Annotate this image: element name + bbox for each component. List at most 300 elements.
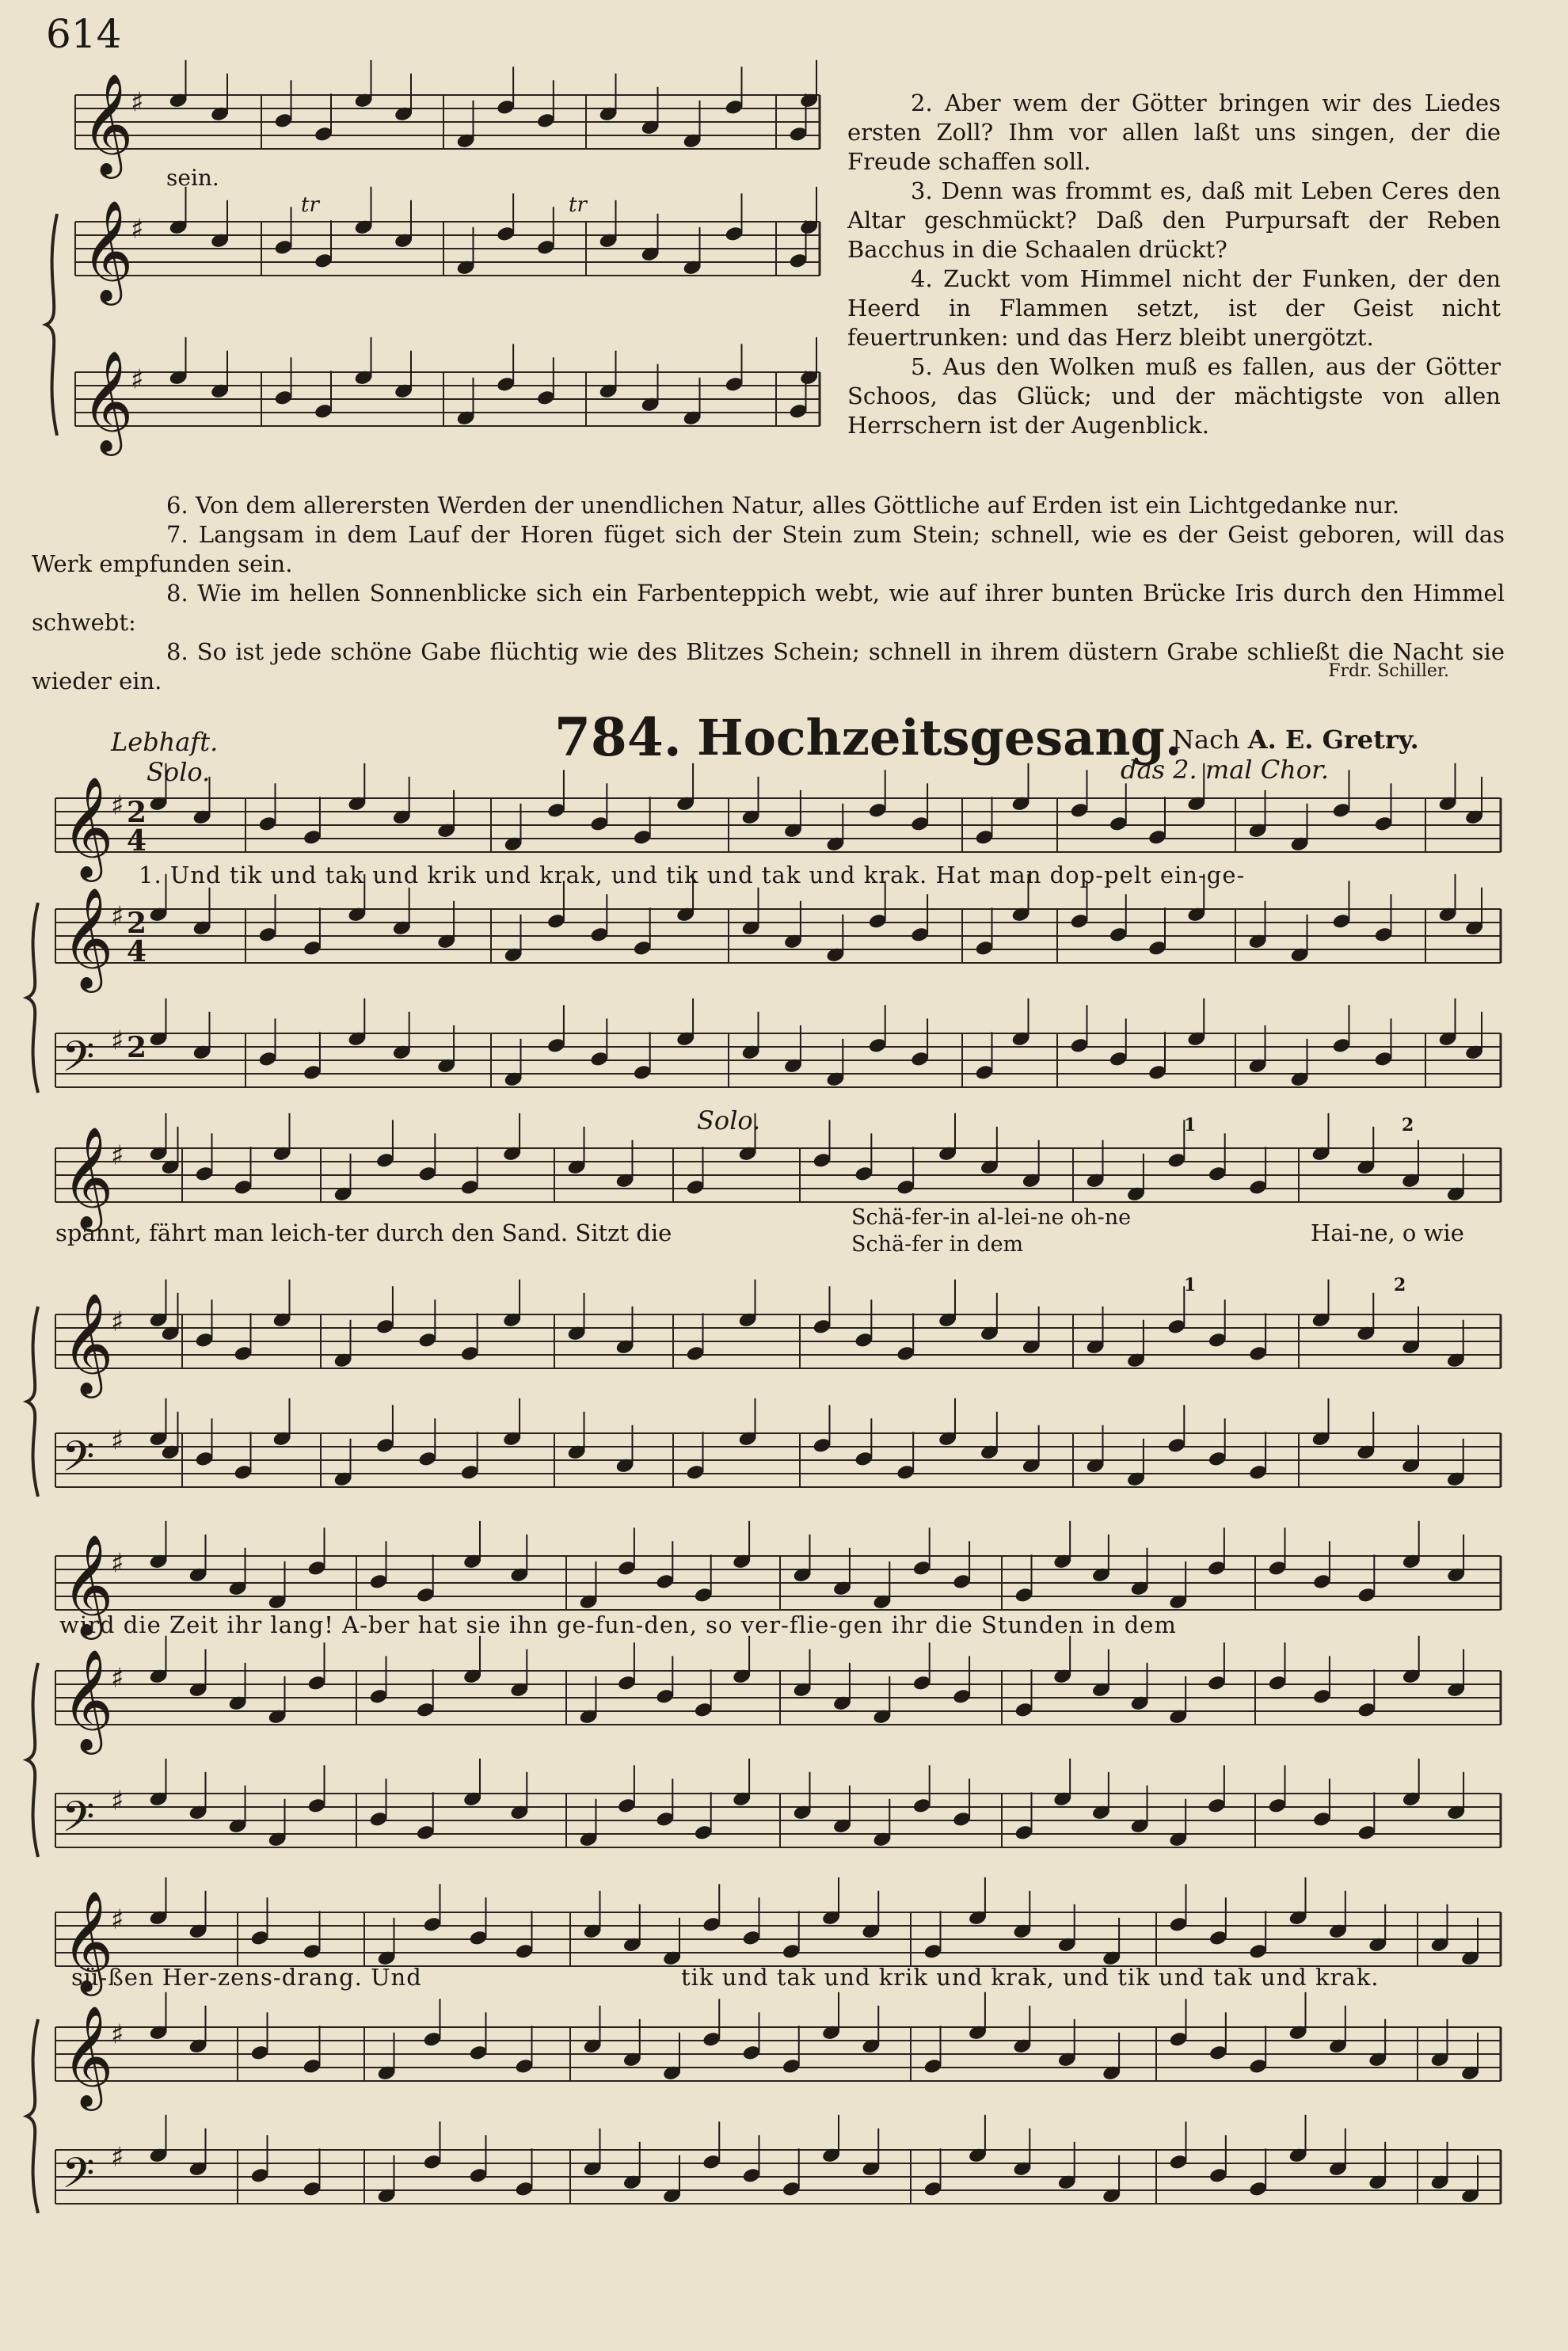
note-stem [284,1799,286,1839]
note-stem [250,1147,252,1187]
note-stem [485,2012,487,2052]
note-stem [1118,1918,1120,1958]
note-stem [954,1280,956,1320]
sharp-sign: ♯ [111,1547,124,1580]
note-stem [1329,1656,1330,1696]
note-stem [889,1562,890,1602]
note-stem [177,1293,179,1333]
note-stem [1418,1425,1419,1466]
note-stem [1028,999,1029,1039]
note-stem [410,200,412,241]
note-stem [759,2012,760,2052]
note-stem [1463,1439,1464,1479]
note-stem [473,101,474,141]
note-stem [166,1398,167,1439]
note-stem [877,2006,879,2046]
note-stem [929,1765,931,1805]
note-stem [809,1535,811,1575]
sharp-sign: ♯ [111,1306,124,1338]
note-stem [330,220,332,261]
bass-clef: 𝄢 [62,1033,95,1092]
page-number: 614 [46,11,122,57]
note-stem [211,1299,213,1340]
note-stem [477,1147,478,1187]
note-stem [798,2148,800,2189]
stanza: 7. Langsam in dem Lauf der Horen füget sich der Stein zum Stein; schnell, wie es der Geist geboren, will das Werk empfunden sein. [32,521,1505,577]
note-stem [849,1663,851,1703]
note-stem [969,1778,970,1819]
note-stem [1164,1032,1166,1072]
note-stem [226,74,228,114]
note-stem [330,371,332,411]
note-stem [211,1133,213,1174]
note-stem [432,1792,434,1832]
note-stem [363,763,365,804]
note-stem [842,1039,843,1079]
note-stem [912,1147,914,1187]
tempo: Lebhaft. [111,727,219,757]
note-stem [657,214,659,254]
note-stem [330,93,332,134]
note-stem [1481,777,1482,817]
bass-clef: 𝄢 [62,2149,95,2208]
note-stem [634,1527,635,1568]
note-stem [718,1999,720,2039]
note-stem [553,357,554,398]
time-signature-top: 2 [127,907,147,940]
note-stem [284,1562,286,1602]
note-stem [672,1656,673,1696]
note-stem [1224,1418,1226,1459]
note-stem [758,777,759,817]
note-stem [519,1398,520,1439]
time-signature-top: 2 [127,1031,147,1064]
note-stem [927,1018,928,1059]
note-stem [432,1669,434,1710]
note-stem [692,763,694,804]
note-stem [649,907,651,948]
note-stem [1031,1554,1033,1595]
note-stem [741,344,743,384]
note-stem [829,1120,831,1160]
note-stem [838,1992,839,2033]
note-stem [632,1307,634,1347]
note-stem [363,999,365,1039]
note-stem [718,1884,720,1924]
note-stem [599,1891,601,1931]
note-stem [748,1636,750,1676]
note-stem [759,1897,760,1938]
note-stem [267,2135,268,2175]
note-stem [1143,1439,1144,1479]
treble-clef: 𝄞 [82,73,134,175]
note-stem [386,1656,387,1696]
note-stem [699,227,701,268]
note-stem [969,1656,970,1696]
note-stem [1391,894,1392,934]
note-stem [710,1669,712,1710]
note-stem [166,1992,167,2033]
note-stem [1265,1147,1266,1187]
note-stem [1463,1154,1464,1194]
note-stem [1118,2033,1120,2073]
note-stem [324,1765,325,1805]
note-stem [996,1412,998,1452]
note-stem [520,1039,522,1079]
note-stem [432,1554,434,1595]
note-stem [319,797,321,837]
note-stem [531,1911,533,1951]
note-stem [291,357,292,398]
note-stem [453,790,455,831]
note-stem [940,1911,942,1951]
note-stem [440,1884,441,1924]
note-stem [1074,1904,1075,1945]
note-stem [1265,2148,1266,2189]
note-stem [838,1877,839,1918]
song-number: 784. [554,706,682,768]
sharp-sign: ♯ [111,1904,124,1936]
sharp-sign: ♯ [111,1785,124,1817]
sharp-sign: ♯ [111,900,124,933]
note-stem [1225,2135,1227,2175]
treble-clef: 𝄞 [62,1292,114,1394]
stanza: 2. Aber wem der Götter bringen wir des Liedes ersten Zoll? Ihm vor allen laßt uns singen, der die Freude schaffen soll. [847,89,1501,175]
note-stem [1329,1778,1330,1819]
note-stem [1186,1884,1187,1924]
note-stem [1373,1669,1375,1710]
note-stem [1147,1663,1148,1703]
note-stem [350,1320,352,1360]
note-stem [526,1649,527,1690]
note-stem [984,2115,986,2155]
note-stem [991,1032,993,1072]
system-brace [27,903,38,1093]
note-stem [1225,1897,1227,1938]
sharp-sign: ♯ [111,789,124,822]
note-stem [1108,1649,1109,1690]
note-stem [639,2019,641,2060]
note-stem [512,193,514,234]
note-stem [1463,1320,1464,1360]
note-stem [291,80,292,120]
poem-stanzas-right [847,89,1501,440]
note-stem [877,2128,879,2169]
note-stem [267,1897,268,1938]
lyric-line: 1. Und tik und tak und krik und krak, und tik und tak und krak. Hat man dop-pelt ein-ge- [139,862,1246,888]
note-stem [634,1642,635,1683]
note-stem [1224,1299,1226,1340]
note-stem [386,1541,387,1581]
note-stem [1305,1992,1307,2033]
note-stem [1087,1005,1088,1045]
note-stem [245,1548,246,1588]
note-stem [1185,1676,1186,1717]
note-stem [702,1147,704,1187]
note-stem [371,187,372,227]
sharp-sign: ♯ [111,1139,124,1172]
note-stem [479,1636,481,1676]
note-stem [584,1412,585,1452]
note-stem [394,1918,395,1958]
note-stem [520,804,522,844]
solo-marking: Solo. [147,757,211,787]
note-stem [319,1911,321,1951]
note-stem [829,1286,831,1326]
note-stem [877,1891,879,1931]
volta-1: 1 [1184,1115,1197,1136]
note-stem [409,1012,410,1052]
note-stem [1384,2019,1386,2060]
note-stem [1477,2033,1479,2073]
note-stem [954,1113,956,1154]
note-stem [849,1548,851,1588]
note-stem [319,907,321,948]
note-stem [755,1280,756,1320]
note-stem [748,1759,750,1799]
note-stem [1305,2115,1307,2155]
note-stem [324,1527,325,1568]
note-stem [319,2026,321,2066]
note-stem [870,1133,872,1174]
note-stem [816,337,817,378]
bass-clef: 𝄢 [62,1432,95,1492]
note-stem [209,1012,211,1052]
note-stem [800,1025,801,1066]
note-stem [1069,1636,1071,1676]
note-stem [289,1113,291,1154]
note-stem [1447,2142,1448,2182]
note-stem [392,1120,394,1160]
note-stem [842,915,843,955]
solo-marking: Solo. [697,1105,761,1136]
note-stem [1074,2142,1075,2182]
poem-attribution: Frdr. Schiller. [1328,661,1449,681]
note-stem [394,2033,395,2073]
note-stem [1265,1432,1266,1472]
note-stem [615,74,617,114]
note-stem [710,1792,712,1832]
note-stem [211,1418,213,1459]
note-stem [1477,1918,1479,1958]
note-stem [842,804,843,844]
treble-clef: 𝄞 [82,350,134,452]
note-stem [996,1293,998,1333]
note-stem [1143,1320,1144,1360]
note-stem [657,364,659,405]
note-stem [166,1280,167,1320]
system-brace [27,1663,38,1857]
sharp-sign: ♯ [111,1025,124,1057]
note-stem [1038,1140,1040,1181]
note-stem [1345,2006,1346,2046]
sharp-sign: ♯ [111,1662,124,1695]
note-stem [1384,1904,1386,1945]
note-stem [1028,763,1029,804]
note-stem [632,1140,634,1181]
note-stem [615,351,617,391]
note-stem [1328,1113,1330,1154]
note-stem [1185,1562,1186,1602]
note-stem [324,1642,325,1683]
note-stem [410,74,412,114]
note-stem [185,187,187,227]
note-stem [473,378,474,418]
note-stem [672,1778,673,1819]
note-stem [166,1636,167,1676]
note-stem [205,1535,207,1575]
note-stem [371,337,372,378]
sharp-sign: ♯ [131,213,144,245]
composer-credit [1121,725,1419,785]
note-stem [1108,1535,1109,1575]
note-stem [1224,1642,1225,1683]
note-stem [649,797,651,837]
note-stem [526,1772,527,1813]
note-stem [849,1786,851,1826]
note-stem [512,67,514,107]
note-stem [1307,1039,1308,1079]
note-stem [289,1398,291,1439]
note-stem [409,777,410,817]
note-stem [1186,1999,1187,2039]
stanza: 4. Zuckt vom Himmel nicht der Funken, der den Heerd in Flammen setzt, ist der Geist nicht feuertrunken: und das Herz bleibt unergötzt. [847,265,1501,351]
note-stem [485,2135,487,2175]
lyric-line: Hai-ne, o wie [1311,1219,1464,1246]
lyric-line: sü-ßen Her-zens-drang. Und [71,1964,422,1991]
note-stem [741,193,743,234]
note-stem [1373,1792,1375,1832]
note-stem [245,1786,246,1826]
note-stem [940,2026,942,2066]
note-stem [350,1439,352,1479]
note-stem [1391,783,1392,824]
stanza: 6. Von dem allerersten Werden der unendlichen Natur, alles Göttliche auf Erden ist ein Lichtgedanke nur. [166,492,1400,519]
note-stem [1203,999,1205,1039]
note-stem [177,1412,179,1452]
note-stem [1185,1799,1186,1839]
note-stem [800,901,801,942]
lyric-line: spannt, fährt man leich-ter durch den Sand. Sitzt die [55,1219,672,1246]
note-stem [798,1911,800,1951]
system-brace [27,2019,38,2213]
note-stem [929,1642,931,1683]
note-stem [1031,1669,1033,1710]
note-stem [250,1313,252,1353]
trill-mark: tr [569,193,587,217]
note-stem [829,1405,831,1445]
note-stem [1265,2026,1266,2066]
note-stem [679,1918,680,1958]
treble-clef: 𝄞 [62,1649,114,1751]
note-stem [1147,1786,1148,1826]
note-stem [996,1127,998,1167]
note-stem [927,783,928,824]
note-stem [1305,1877,1307,1918]
lyric-top: sein. [166,165,219,191]
lyric-line: Schä-fer-in al-lei-ne oh-ne [851,1205,1132,1230]
note-stem [553,207,554,247]
note-stem [1031,1792,1033,1832]
volta-2: 2 [1402,1115,1414,1136]
note-stem [692,999,694,1039]
note-stem [485,1897,487,1938]
note-stem [434,1299,436,1340]
note-stem [606,1018,607,1059]
note-stem [940,2148,942,2189]
treble-clef: 𝄞 [62,1890,114,1992]
note-stem [1481,1012,1482,1052]
system-brace [46,214,57,436]
treble-clef: 𝄞 [62,2005,114,2107]
note-stem [1372,1293,1374,1333]
note-stem [1345,1891,1346,1931]
note-stem [553,80,554,120]
note-stem [479,1521,481,1562]
note-stem [319,1032,321,1072]
note-stem [386,1778,387,1819]
poem-stanzas-lower [32,491,1505,696]
note-stem [284,1676,286,1717]
note-stem [889,1676,890,1717]
note-stem [350,1154,352,1194]
note-stem [1029,2128,1030,2169]
note-stem [1029,1891,1030,1931]
note-stem [885,1005,886,1045]
note-stem [526,1535,527,1575]
note-stem [205,2128,207,2169]
note-stem [245,1663,246,1703]
composer-line: Nach A. E. Gretry. [1172,725,1419,755]
note-stem [371,60,372,101]
note-stem [1224,1133,1226,1174]
note-stem [584,1293,585,1333]
note-stem [291,207,292,247]
note-stem [440,1999,441,2039]
note-stem [1186,2121,1187,2162]
note-stem [1087,770,1088,810]
note-stem [477,1432,478,1472]
note-stem [596,1676,597,1717]
note-stem [1418,1759,1420,1799]
note-stem [929,1527,931,1568]
note-stem [185,337,187,378]
note-stem [563,770,565,810]
note-stem [166,999,167,1039]
note-stem [634,1765,635,1805]
note-stem [166,1521,167,1562]
note-stem [759,2135,760,2175]
note-stem [885,770,886,810]
note-stem [1224,1765,1225,1805]
note-stem [267,2012,268,2052]
note-stem [166,1877,167,1918]
note-stem [319,2148,321,2189]
note-stem [870,1299,872,1340]
note-stem [1384,2142,1386,2182]
note-stem [758,888,759,928]
note-stem [1183,1405,1185,1445]
note-stem [816,187,817,227]
note-stem [984,1877,986,1918]
note-stem [473,227,474,268]
note-stem [1102,1140,1104,1181]
lyric-line: wird die Zeit ihr lang! A-ber hat sie ihn ge-fun-den, so ver-flie-gen ihr die Stunden in dem [59,1611,1177,1638]
note-stem [1418,1521,1420,1562]
note-stem [838,2115,839,2155]
note-stem [649,1032,651,1072]
note-stem [205,1772,207,1813]
